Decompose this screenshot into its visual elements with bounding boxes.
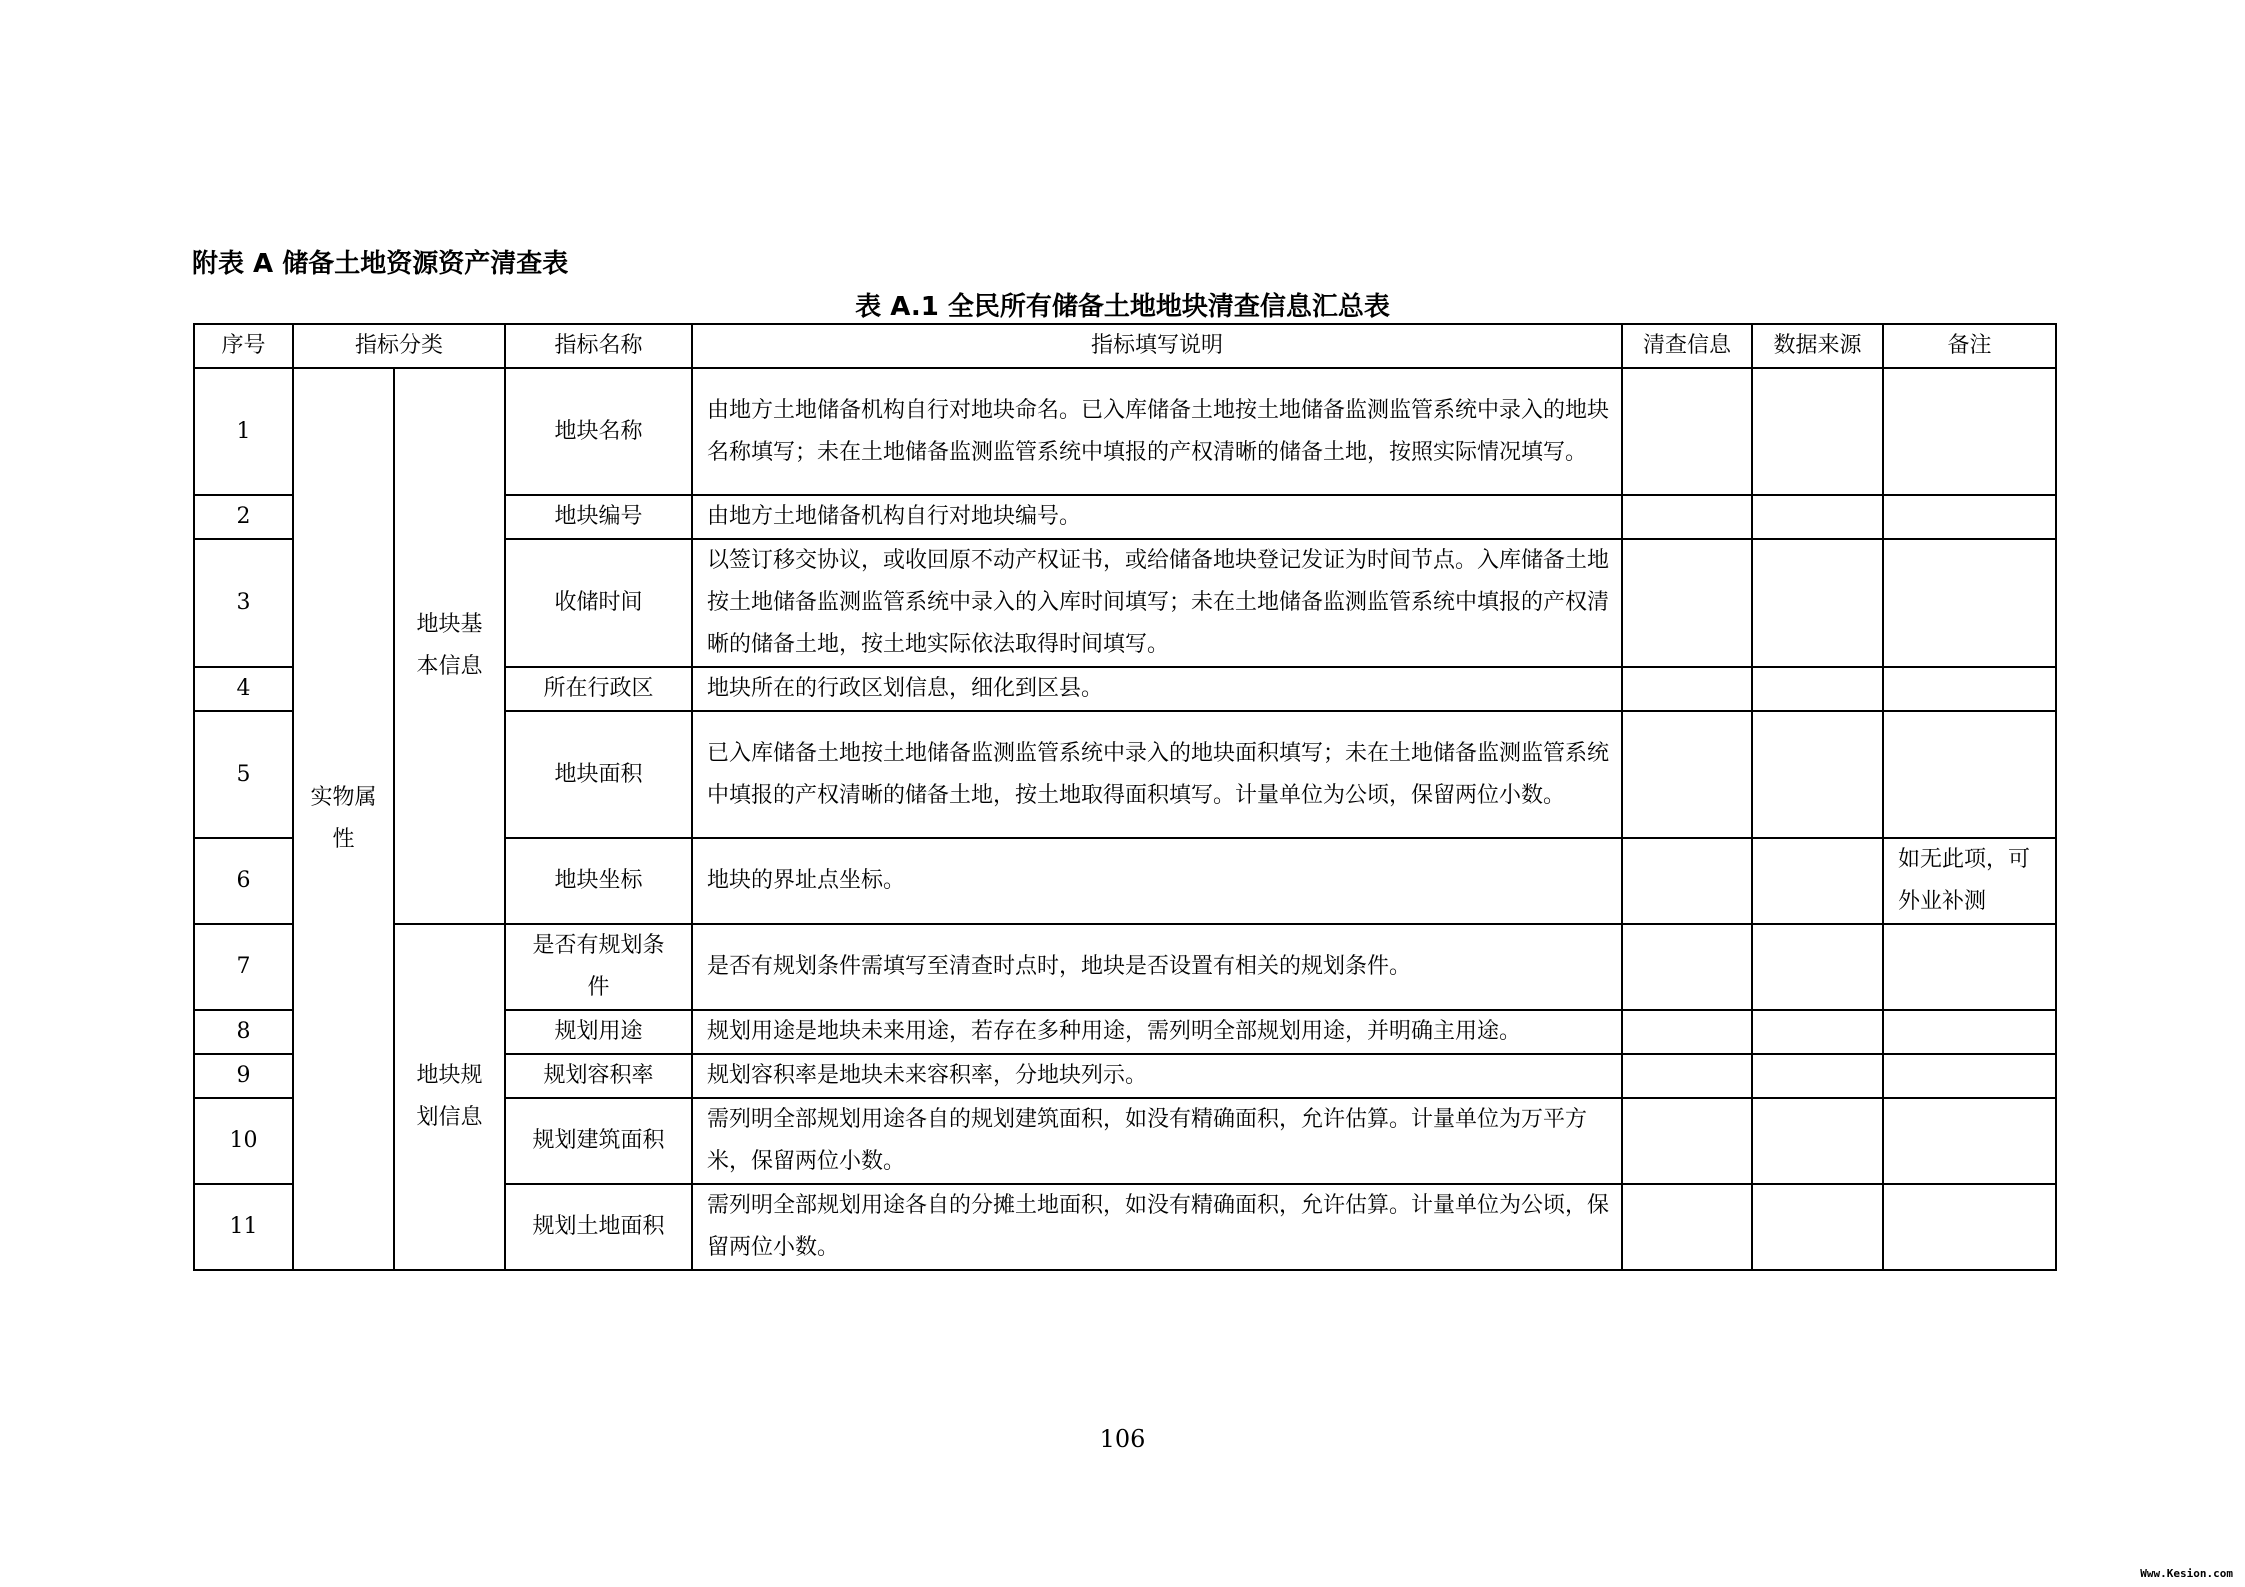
header-remark: 备注	[1883, 324, 2056, 368]
source-cell	[1752, 1010, 1883, 1054]
remark-cell	[1883, 711, 2056, 838]
remark-cell	[1883, 539, 2056, 667]
row-seq: 7	[194, 924, 293, 1010]
inventory-cell	[1622, 368, 1752, 495]
source-cell	[1752, 711, 1883, 838]
category-planning-info: 地块规划信息	[394, 924, 505, 1270]
row-seq: 2	[194, 495, 293, 539]
row-seq: 1	[194, 368, 293, 495]
inventory-cell	[1622, 1054, 1752, 1098]
inventory-cell	[1622, 667, 1752, 711]
indicator-description: 地块的界址点坐标。	[692, 838, 1622, 924]
remark-cell	[1883, 1054, 2056, 1098]
indicator-name: 地块编号	[505, 495, 692, 539]
inventory-table	[193, 323, 2057, 1271]
header-category: 指标分类	[293, 324, 505, 368]
indicator-description: 已入库储备土地按土地储备监测监管系统中录入的地块面积填写；未在土地储备监测监管系统中填报的产权清晰的储备土地，按土地取得面积填写。计量单位为公顷，保留两位小数。	[692, 711, 1622, 838]
indicator-name: 所在行政区	[505, 667, 692, 711]
inventory-cell	[1622, 495, 1752, 539]
indicator-name: 规划建筑面积	[505, 1098, 692, 1184]
indicator-description: 规划用途是地块未来用途，若存在多种用途，需列明全部规划用途，并明确主用途。	[692, 1010, 1622, 1054]
inventory-cell	[1622, 539, 1752, 667]
source-cell	[1752, 667, 1883, 711]
category-basic-info: 地块基本信息	[394, 368, 505, 924]
inventory-cell	[1622, 1010, 1752, 1054]
header-seq: 序号	[194, 324, 293, 368]
row-seq: 3	[194, 539, 293, 667]
row-seq: 8	[194, 1010, 293, 1054]
indicator-description: 是否有规划条件需填写至清查时点时，地块是否设置有相关的规划条件。	[692, 924, 1622, 1010]
row-seq: 9	[194, 1054, 293, 1098]
remark-cell	[1883, 368, 2056, 495]
indicator-name: 规划土地面积	[505, 1184, 692, 1270]
indicator-description: 需列明全部规划用途各自的分摊土地面积，如没有精确面积，允许估算。计量单位为公顷，保留两位小数。	[692, 1184, 1622, 1270]
row-seq: 10	[194, 1098, 293, 1184]
appendix-title: 附表 A 储备土地资源资产清查表	[192, 249, 569, 279]
remark-cell	[1883, 667, 2056, 711]
inventory-cell	[1622, 924, 1752, 1010]
source-cell	[1752, 924, 1883, 1010]
source-cell	[1752, 838, 1883, 924]
row-seq: 11	[194, 1184, 293, 1270]
remark-cell	[1883, 924, 2056, 1010]
watermark: Www.Kesion.com	[2140, 1567, 2233, 1580]
remark-cell	[1883, 495, 2056, 539]
inventory-cell	[1622, 711, 1752, 838]
indicator-name: 地块坐标	[505, 838, 692, 924]
indicator-name: 收储时间	[505, 539, 692, 667]
source-cell	[1752, 368, 1883, 495]
source-cell	[1752, 495, 1883, 539]
indicator-name: 规划容积率	[505, 1054, 692, 1098]
source-cell	[1752, 1098, 1883, 1184]
indicator-name: 规划用途	[505, 1010, 692, 1054]
source-cell	[1752, 539, 1883, 667]
header-name: 指标名称	[505, 324, 692, 368]
source-cell	[1752, 1184, 1883, 1270]
indicator-name: 是否有规划条件	[505, 924, 692, 1010]
inventory-cell	[1622, 1098, 1752, 1184]
inventory-cell	[1622, 838, 1752, 924]
inventory-cell	[1622, 1184, 1752, 1270]
table-row	[194, 368, 2056, 495]
table-row	[194, 924, 2056, 1010]
header-row	[194, 324, 2056, 368]
remark-cell	[1883, 1184, 2056, 1270]
indicator-description: 以签订移交协议，或收回原不动产权证书，或给储备地块登记发证为时间节点。入库储备土地按土地储备监测监管系统中录入的入库时间填写；未在土地储备监测监管系统中填报的产权清晰的储备土地，按土地实际依法取得时间填写。	[692, 539, 1622, 667]
remark-cell	[1883, 1098, 2056, 1184]
indicator-name: 地块名称	[505, 368, 692, 495]
category-physical: 实物属性	[293, 368, 394, 1270]
page-number: 106	[1099, 1425, 1146, 1453]
header-source: 数据来源	[1752, 324, 1883, 368]
remark-cell: 如无此项，可外业补测	[1883, 838, 2056, 924]
remark-cell	[1883, 1010, 2056, 1054]
indicator-description: 由地方土地储备机构自行对地块编号。	[692, 495, 1622, 539]
source-cell	[1752, 1054, 1883, 1098]
row-seq: 4	[194, 667, 293, 711]
indicator-description: 需列明全部规划用途各自的规划建筑面积，如没有精确面积，允许估算。计量单位为万平方米，保留两位小数。	[692, 1098, 1622, 1184]
header-description: 指标填写说明	[692, 324, 1622, 368]
indicator-description: 规划容积率是地块未来容积率，分地块列示。	[692, 1054, 1622, 1098]
indicator-description: 地块所在的行政区划信息，细化到区县。	[692, 667, 1622, 711]
row-seq: 5	[194, 711, 293, 838]
indicator-name: 地块面积	[505, 711, 692, 838]
row-seq: 6	[194, 838, 293, 924]
table-title: 表 A.1 全民所有储备土地地块清查信息汇总表	[855, 292, 1390, 322]
header-inventory: 清查信息	[1622, 324, 1752, 368]
indicator-description: 由地方土地储备机构自行对地块命名。已入库储备土地按土地储备监测监管系统中录入的地块名称填写；未在土地储备监测监管系统中填报的产权清晰的储备土地，按照实际情况填写。	[692, 368, 1622, 495]
